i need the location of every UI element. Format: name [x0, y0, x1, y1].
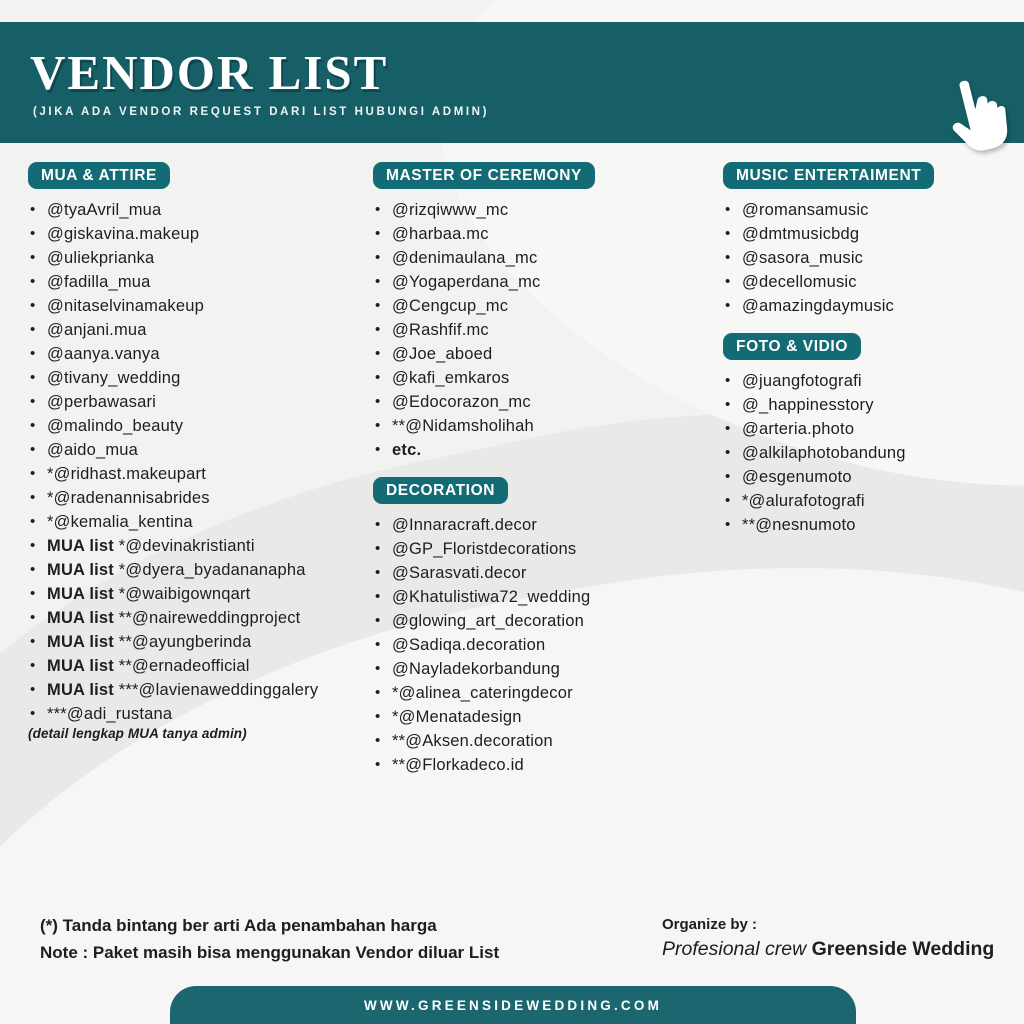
- vendor-item[interactable]: • @Innaracraft.decor: [373, 513, 713, 537]
- vendor-list-decoration: [373, 513, 713, 777]
- column-1: [28, 162, 368, 756]
- section-decoration: [373, 477, 713, 777]
- footer-note-asterisk: (*) Tanda bintang ber arti Ada penambahan harga: [40, 916, 437, 935]
- page-subtitle: (JIKA ADA VENDOR REQUEST DARI LIST HUBUNGI ADMIN): [33, 106, 490, 118]
- vendor-item[interactable]: • @tyaAvril_mua: [28, 198, 368, 222]
- vendor-item[interactable]: • @Nayladekorbandung: [373, 657, 713, 681]
- vendor-item[interactable]: • @tivany_wedding: [28, 366, 368, 390]
- vendor-item[interactable]: • @perbawasari: [28, 390, 368, 414]
- section-music-entertaiment: [723, 162, 1019, 318]
- vendor-item[interactable]: • @juangfotografi: [723, 369, 1019, 393]
- vendor-item[interactable]: • *@alinea_cateringdecor: [373, 681, 713, 705]
- vendor-item[interactable]: • @GP_Floristdecorations: [373, 537, 713, 561]
- vendor-item[interactable]: • @esgenumoto: [723, 465, 1019, 489]
- vendor-item[interactable]: • ***@adi_rustana: [28, 702, 368, 726]
- vendor-list-mua-attire: [28, 198, 368, 726]
- footer-notes: [40, 912, 499, 966]
- section-mua-attire: [28, 162, 368, 741]
- vendor-item[interactable]: • @kafi_emkaros: [373, 366, 713, 390]
- vendor-item[interactable]: • @fadilla_mua: [28, 270, 368, 294]
- website-url[interactable]: WWW.GREENSIDEWEDDING.COM: [363, 998, 663, 1013]
- vendor-item[interactable]: • @romansamusic: [723, 198, 1019, 222]
- vendor-item[interactable]: • @Edocorazon_mc: [373, 390, 713, 414]
- vendor-item[interactable]: • @sasora_music: [723, 246, 1019, 270]
- vendor-item[interactable]: • MUA list **@naireweddingproject: [28, 606, 368, 630]
- vendor-item[interactable]: • @harbaa.mc: [373, 222, 713, 246]
- section-badge-master-of-ceremony: MASTER OF CEREMONY: [373, 162, 595, 189]
- vendor-item[interactable]: • @aanya.vanya: [28, 342, 368, 366]
- vendor-item[interactable]: • @glowing_art_decoration: [373, 609, 713, 633]
- vendor-item[interactable]: • @_happinesstory: [723, 393, 1019, 417]
- vendor-list-music-entertaiment: [723, 198, 1019, 318]
- vendor-item[interactable]: • @Sarasvati.decor: [373, 561, 713, 585]
- section-badge-music-entertaiment: MUSIC ENTERTAIMENT: [723, 162, 934, 189]
- vendor-item[interactable]: • *@ridhast.makeupart: [28, 462, 368, 486]
- section-badge-mua-attire: MUA & ATTIRE: [28, 162, 170, 189]
- vendor-item[interactable]: • @Yogaperdana_mc: [373, 270, 713, 294]
- vendor-item[interactable]: • @alkilaphotobandung: [723, 441, 1019, 465]
- section-badge-foto-vidio: FOTO & VIDIO: [723, 333, 861, 360]
- crew-text: Profesional crew: [662, 938, 807, 960]
- section-badge-decoration: DECORATION: [373, 477, 508, 504]
- vendor-item[interactable]: • MUA list *@waibigownqart: [28, 582, 368, 606]
- vendor-item[interactable]: • @malindo_beauty: [28, 414, 368, 438]
- vendor-item[interactable]: • @giskavina.makeup: [28, 222, 368, 246]
- header-banner: [0, 22, 1024, 143]
- brand-text: Greenside Wedding: [811, 938, 995, 960]
- vendor-item[interactable]: • **@Nidamsholihah: [373, 414, 713, 438]
- vendor-item[interactable]: • @Cengcup_mc: [373, 294, 713, 318]
- vendor-item[interactable]: • @Rashfif.mc: [373, 318, 713, 342]
- vendor-item[interactable]: • @dmtmusicbdg: [723, 222, 1019, 246]
- column-2: [373, 162, 713, 792]
- website-bar: [170, 986, 856, 1024]
- footer-note-package: Note : Paket masih bisa menggunakan Vendor diluar List: [40, 943, 500, 962]
- vendor-item[interactable]: • @Sadiqa.decoration: [373, 633, 713, 657]
- section-master-of-ceremony: [373, 162, 713, 462]
- vendor-item[interactable]: • etc.: [373, 438, 713, 462]
- section-foto-vidio: [723, 333, 1019, 537]
- vendor-item[interactable]: • @amazingdaymusic: [723, 294, 1019, 318]
- organizer-name: [662, 938, 994, 961]
- vendor-item[interactable]: • MUA list **@ayungberinda: [28, 630, 368, 654]
- vendor-item[interactable]: • @decellomusic: [723, 270, 1019, 294]
- vendor-item[interactable]: • MUA list **@ernadeofficial: [28, 654, 368, 678]
- vendor-item[interactable]: • *@alurafotografi: [723, 489, 1019, 513]
- vendor-item[interactable]: • *@Menatadesign: [373, 705, 713, 729]
- vendor-item[interactable]: • MUA list *@dyera_byadananapha: [28, 558, 368, 582]
- vendor-item[interactable]: • @nitaselvinamakeup: [28, 294, 368, 318]
- vendor-item[interactable]: • @uliekprianka: [28, 246, 368, 270]
- vendor-item[interactable]: • *@kemalia_kentina: [28, 510, 368, 534]
- vendor-item[interactable]: • @denimaulana_mc: [373, 246, 713, 270]
- vendor-item[interactable]: • *@radenannisabrides: [28, 486, 368, 510]
- vendor-item[interactable]: • MUA list ***@lavienaweddinggalery: [28, 678, 368, 702]
- vendor-item[interactable]: • @aido_mua: [28, 438, 368, 462]
- column-3: [723, 162, 1019, 552]
- organizer-block: [662, 916, 994, 961]
- organize-by-label: Organize by :: [662, 916, 758, 933]
- vendor-item[interactable]: • **@Florkadeco.id: [373, 753, 713, 777]
- vendor-item[interactable]: • @Joe_aboed: [373, 342, 713, 366]
- vendor-item[interactable]: • **@nesnumoto: [723, 513, 1019, 537]
- section-note-mua-attire: (detail lengkap MUA tanya admin): [28, 726, 247, 741]
- vendor-item[interactable]: • @rizqiwww_mc: [373, 198, 713, 222]
- page-title: VENDOR LIST: [30, 45, 389, 100]
- vendor-list-foto-vidio: [723, 369, 1019, 537]
- vendor-item[interactable]: • MUA list *@devinakristianti: [28, 534, 368, 558]
- vendor-list-master-of-ceremony: [373, 198, 713, 462]
- hand-cursor-icon: [936, 76, 1014, 160]
- vendor-item[interactable]: • @arteria.photo: [723, 417, 1019, 441]
- vendor-item[interactable]: • **@Aksen.decoration: [373, 729, 713, 753]
- vendor-item[interactable]: • @anjani.mua: [28, 318, 368, 342]
- vendor-item[interactable]: • @Khatulistiwa72_wedding: [373, 585, 713, 609]
